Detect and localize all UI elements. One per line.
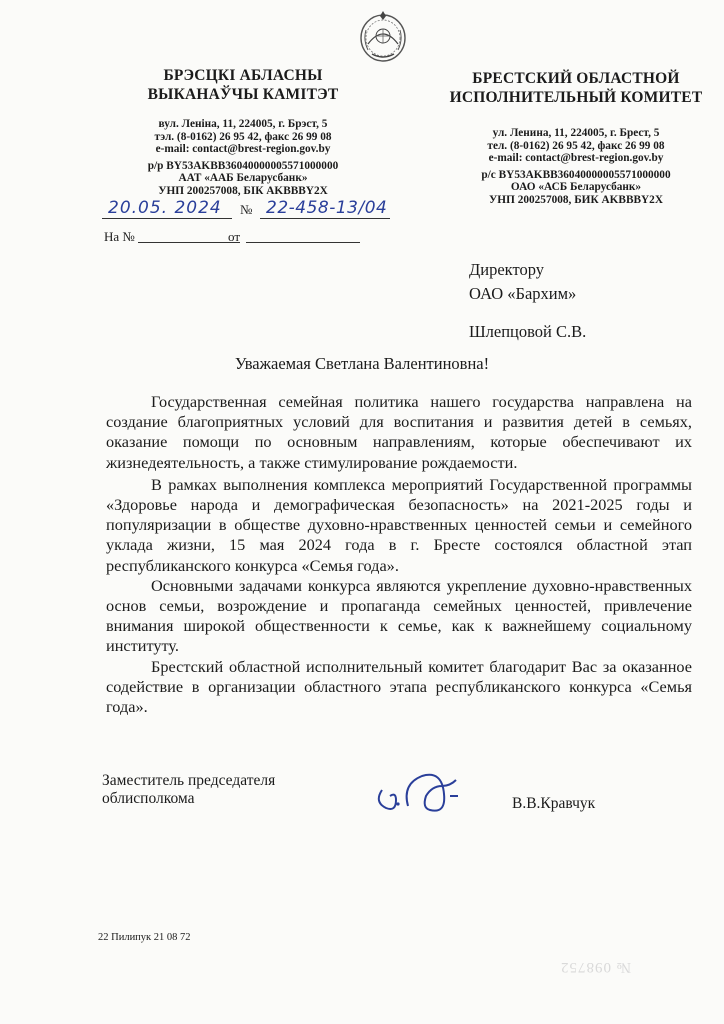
- ref-from-label: от: [228, 229, 241, 244]
- paragraph: В рамках выполнения комплекса мероприятий Государственной программы «Здоровье народа и демографическая безопасность» на 2021-2025 годы и популяризации в обществе духовно-нравственных ценностей семьи и семейного уклада жизни, 15 мая 2024 года в г. Бресте состоялся областной этап республиканского конкурса «Семья года».: [106, 474, 692, 575]
- paragraph: Государственная семейная политика нашего государства направлена на создание благоприятных условий для воспитания и развития детей в семьях, оказание помощи по основным направлениям, которые обеспечивают их жизнедеятельность, а также стимулирование рождаемости.: [106, 392, 692, 472]
- addressee-organization: ОАО «Бархим»: [469, 284, 577, 303]
- bank-details-ru: р/с BY53AKBB36040000005571000000 ОАО «АСБ Беларусбанк» УНП 200257008, БИК АKBBBY2X: [481, 168, 671, 206]
- faint-stamp-number: № 098752: [560, 959, 632, 975]
- addressee-block: [469, 258, 586, 344]
- registration-number: 22-458-13/04: [266, 198, 388, 218]
- reference-line: [104, 229, 364, 247]
- paragraph: Брестский областной исполнительный комитет благодарит Вас за оказанное содействие в организации областного этапа республиканского конкурса «Семья года».: [106, 656, 692, 717]
- header-russian: [436, 69, 716, 206]
- number-sign: №: [240, 202, 253, 217]
- state-emblem-icon: [358, 8, 408, 64]
- salutation: Уважаемая Светлана Валентиновна!: [234, 354, 490, 373]
- org-name-ru: БРЕСТСКИЙ ОБЛАСТНОЙ ИСПОЛНИТЕЛЬНЫЙ КОМИТЕТ: [449, 70, 703, 106]
- number-underline: [260, 218, 390, 219]
- paragraph: Основными задачами конкурса являются укрепление духовно-нравственных основ семьи, возрождение и пропаганда семейных ценностей, привлечение внимания широкой общественности к семье, как к важнейшему социальному институту.: [106, 575, 692, 656]
- org-name-by: БРЭСЦКІ АБЛАСНЫ ВЫКАНАЎЧЫ КАМІТЭТ: [147, 67, 339, 103]
- signer-name: В.В.Кравчук: [512, 795, 596, 812]
- address-by: вул. Леніна, 11, 224005, г. Брэст, 5 тэл. (8-0162) 26 95 42, факс 26 99 08 e-mail: contact@brest-region.gov.by: [154, 118, 332, 155]
- ref-from-underline: [246, 242, 360, 243]
- addressee-name: Шлепцовой С.В.: [469, 322, 587, 341]
- registration-date: 20.05. 2024: [108, 198, 222, 218]
- ref-number-underline: [138, 242, 240, 243]
- registration-line: [98, 198, 398, 224]
- addressee-position: Директору: [469, 260, 544, 279]
- handwritten-signature: [372, 766, 482, 816]
- date-underline: [102, 218, 232, 219]
- signer-title: Заместитель председателя облисполкома: [102, 772, 276, 807]
- header-belarusian: [118, 66, 368, 197]
- letter-body: [106, 392, 692, 717]
- ref-number-label: На №: [104, 229, 135, 244]
- executor-note: 22 Пилипук 21 08 72: [98, 932, 191, 943]
- address-ru: ул. Ленина, 11, 224005, г. Брест, 5 тел. (8-0162) 26 95 42, факс 26 99 08 e-mail: contact@brest-region.gov.by: [487, 127, 665, 164]
- bank-details-by: р/р BY53AKBB36040000005571000000 ААТ «ААБ Беларусбанк» УНП 200257008, БІК АKBBBY2X: [147, 159, 339, 197]
